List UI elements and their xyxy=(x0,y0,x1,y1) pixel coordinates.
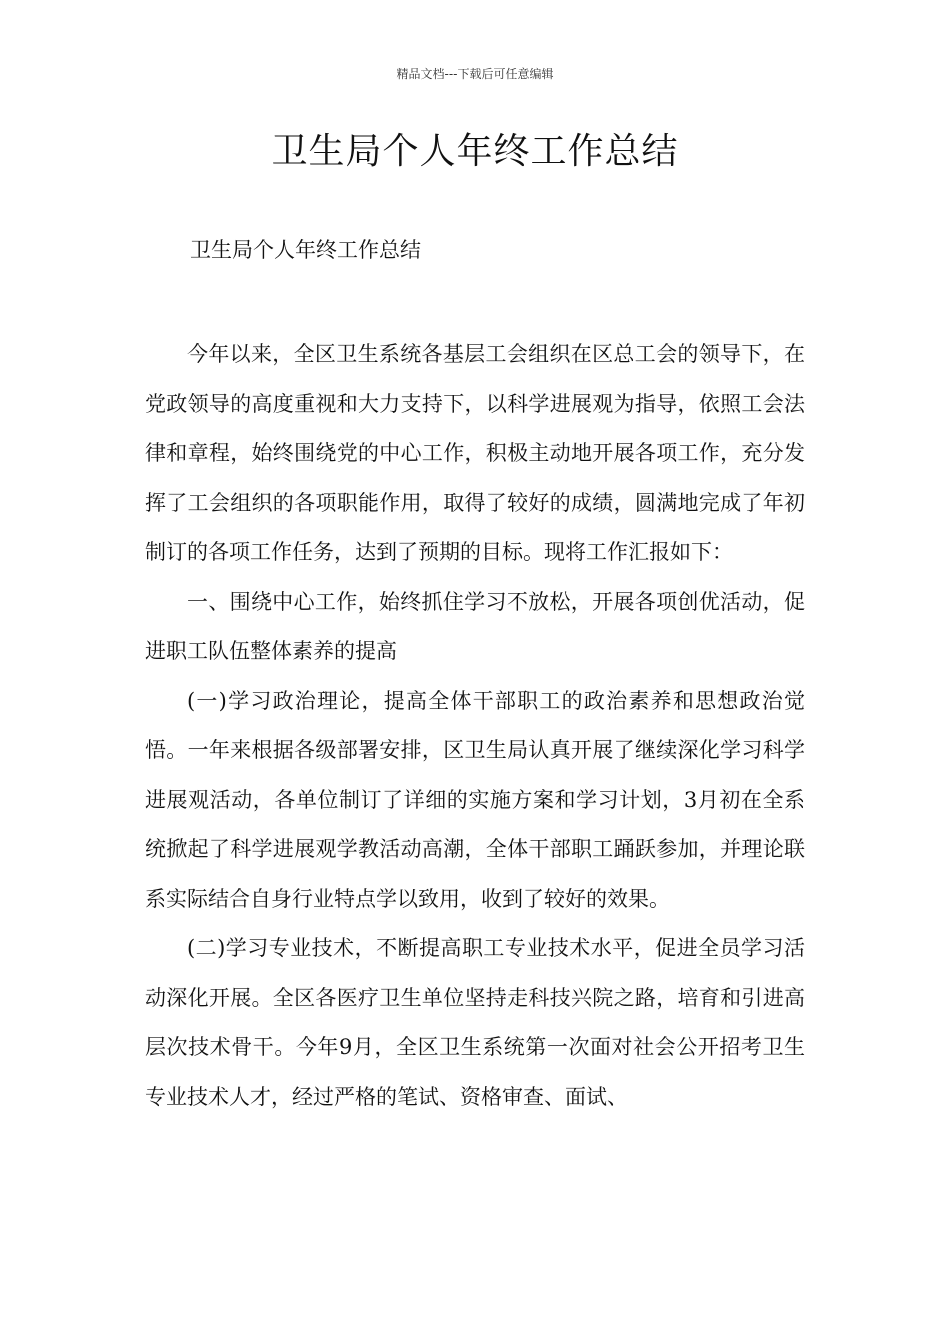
document-body xyxy=(145,330,805,1122)
document-subtitle: 卫生局个人年终工作总结 xyxy=(190,238,421,262)
paragraph-professional-study: (二)学习专业技术，不断提高职工专业技术水平，促进全员学习活动深化开展。全区各医疗卫生单位坚持走科技兴院之路，培育和引进高层次技术骨干。今年9月，全区卫生系统第一次面对社会公开招考卫生专业技术人才，经过严格的笔试、资格审查、面试、 xyxy=(145,936,805,1109)
header-note: 精品文档---下载后可任意编辑 xyxy=(396,67,554,81)
paragraph-section-one-heading: 一、围绕中心工作，始终抓住学习不放松，开展各项创优活动，促进职工队伍整体素养的提高 xyxy=(145,589,805,663)
paragraph-intro: 今年以来，全区卫生系统各基层工会组织在区总工会的领导下，在党政领导的高度重视和大力支持下，以科学进展观为指导，依照工会法律和章程，始终围绕党的中心工作，积极主动地开展各项工作，充分发挥了工会组织的各项职能作用，取得了较好的成绩，圆满地完成了年初制订的各项工作任务，达到了预期的目标。现将工作汇报如下： xyxy=(145,342,805,564)
document-title: 卫生局个人年终工作总结 xyxy=(271,131,679,172)
paragraph-political-study: (一)学习政治理论，提高全体干部职工的政治素养和思想政治觉悟。一年来根据各级部署安排，区卫生局认真开展了继续深化学习科学进展观活动，各单位制订了详细的实施方案和学习计划，3月初在全系统掀起了科学进展观学教活动高潮，全体干部职工踊跃参加，并理论联系实际结合自身行业特点学以致用，收到了较好的效果。 xyxy=(145,688,805,911)
